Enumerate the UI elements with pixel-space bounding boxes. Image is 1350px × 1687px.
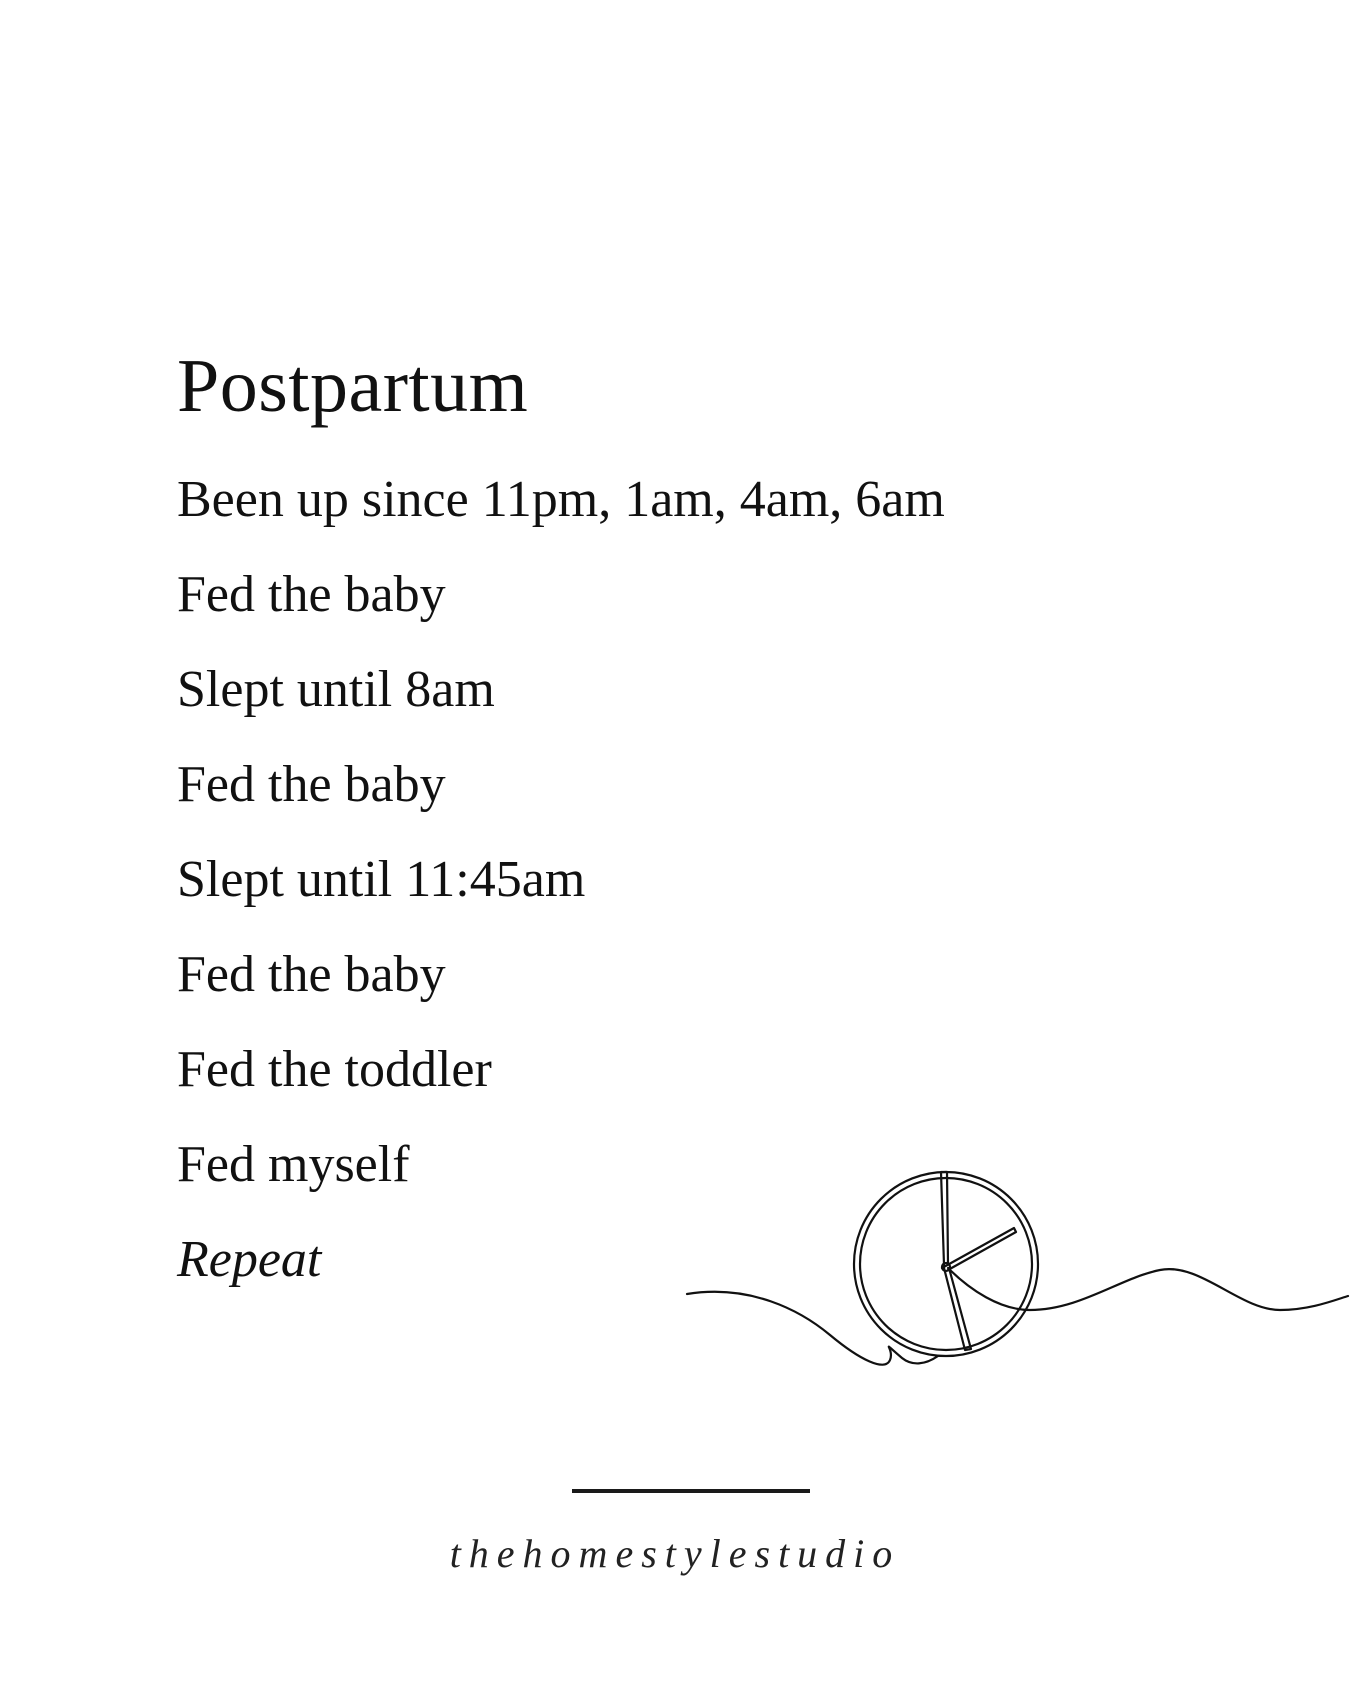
clock-hour-hand [941,1172,948,1265]
poem-line-7: Fed the toddler [177,1041,492,1098]
clock-minute-hand [942,1228,1016,1270]
poem-title: Postpartum [177,344,529,428]
clock-second-hand [944,1268,971,1350]
poem-line-2: Fed the baby [177,566,446,623]
wave-line-left [687,1292,938,1365]
poem-line-1: Been up since 11pm, 1am, 4am, 6am [177,471,945,528]
wave-line-right [948,1268,1348,1310]
poem-line-4: Fed the baby [177,756,446,813]
clock-line-drawing-icon [680,1160,1350,1390]
poem-line-5: Slept until 11:45am [177,851,586,908]
brand-name: thehomestylestudio [449,1531,901,1576]
poem-line-3: Slept until 8am [177,661,495,718]
poem-line-8: Fed myself [177,1136,410,1193]
footer-divider [572,1489,810,1493]
poem-line-6: Fed the baby [177,946,446,1003]
poem-closing-line: Repeat [177,1231,322,1288]
